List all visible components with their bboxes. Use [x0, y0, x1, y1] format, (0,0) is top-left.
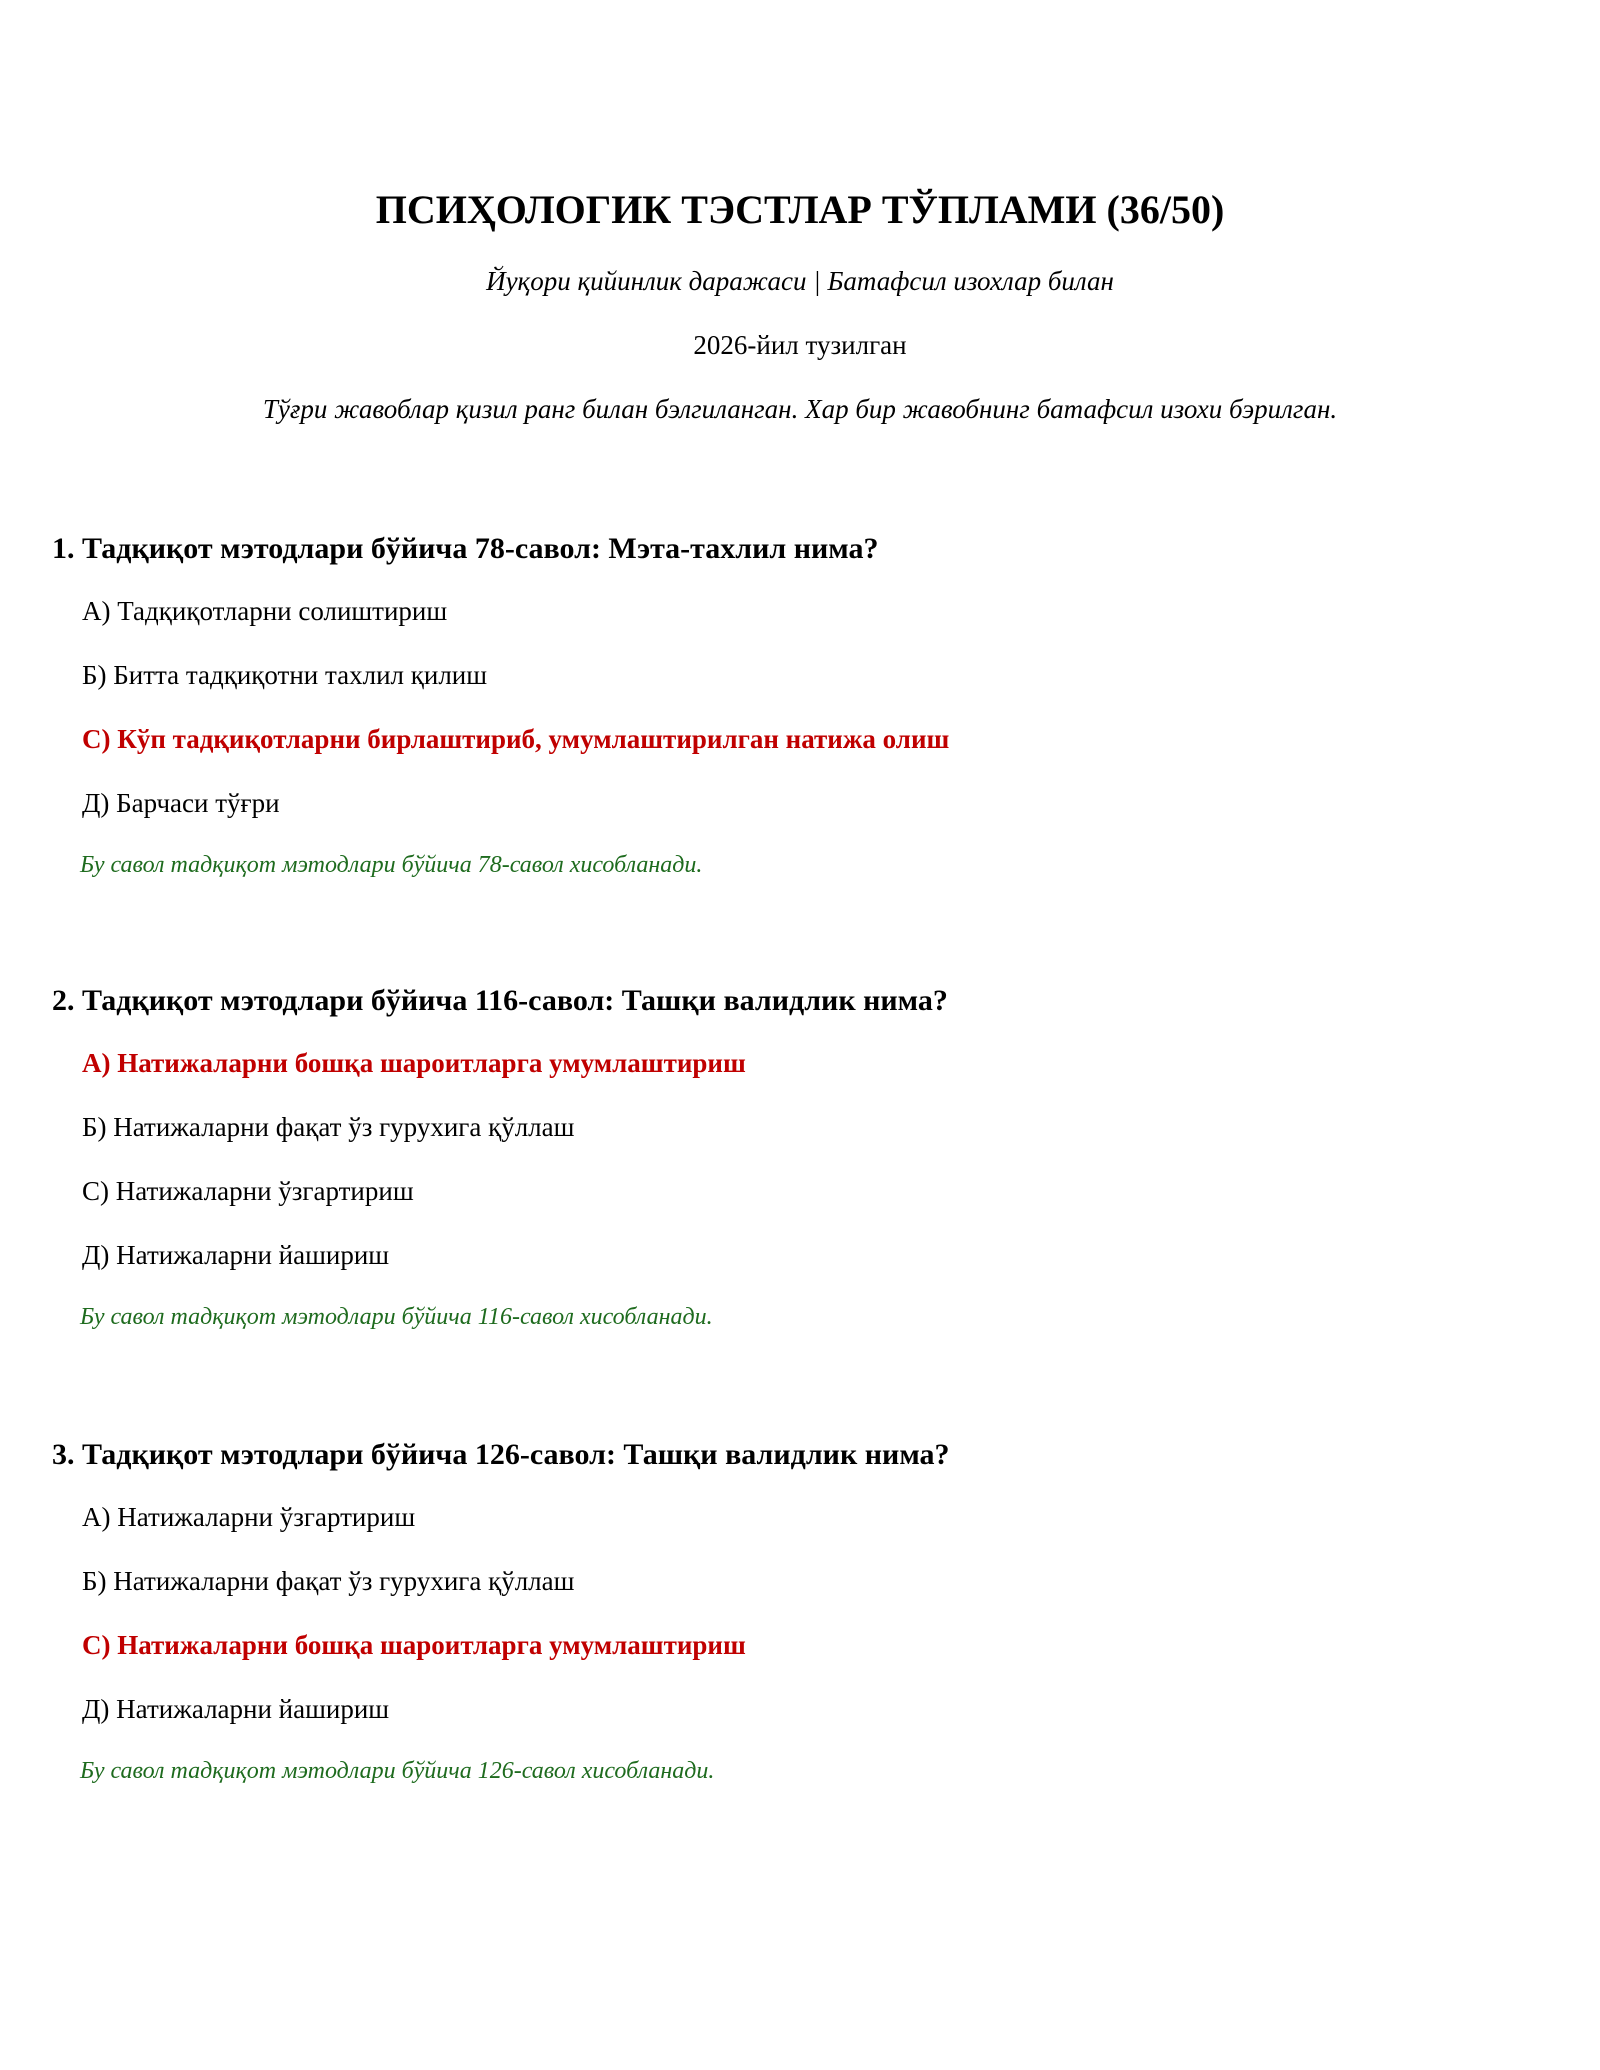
document-title: ПСИҲОЛОГИК ТЭСТЛАР ТЎПЛАМИ (36/50): [375, 187, 1225, 232]
question-text: 3. Тадқиқот мэтодлари бўйича 126-савол: Ташқи валидлик нима?: [52, 1438, 950, 1471]
question-text: 1. Тадқиқот мэтодлари бўйича 78-савол: Мэта-тахлил нима?: [52, 532, 879, 565]
answer-option: А) Тадқиқотларни солиштириш: [82, 596, 448, 626]
answer-option: Д) Натижаларни йашириш: [82, 1694, 390, 1724]
answer-option: А) Натижаларни ўзгартириш: [82, 1502, 416, 1532]
document-subtitle: Йуқори қийинлик даражаси | Батафсил изохлар билан: [486, 266, 1114, 296]
document-date: 2026-йил тузилган: [693, 330, 907, 360]
answer-option: С) Натижаларни ўзгартириш: [82, 1176, 414, 1206]
answer-explanation: Бу савол тадқиқот мэтодлари бўйича 116-савол хисобланади.: [80, 1304, 713, 1330]
document-header: [0, 186, 1600, 426]
answer-option: Д) Барчаси тўғри: [82, 788, 280, 818]
question-text: 2. Тадқиқот мэтодлари бўйича 116-савол: Ташқи валидлик нима?: [52, 984, 948, 1017]
answer-option: Б) Натижаларни фақат ўз гурухига қўллаш: [82, 1566, 575, 1596]
answer-option: Б) Натижаларни фақат ўз гурухига қўллаш: [82, 1112, 575, 1142]
question-2: [52, 982, 1552, 1332]
document-note: Тўғри жавоблар қизил ранг билан бэлгиланган. Хар бир жавобнинг батафсил изохи бэрилган.: [262, 394, 1338, 424]
answer-option: Д) Натижаларни йашириш: [82, 1240, 390, 1270]
answer-explanation: Бу савол тадқиқот мэтодлари бўйича 78-савол хисобланади.: [80, 852, 703, 878]
answer-explanation: Бу савол тадқиқот мэтодлари бўйича 126-савол хисобланади.: [80, 1758, 715, 1784]
question-1: [52, 530, 1552, 880]
correct-answer-option: С) Кўп тадқиқотларни бирлаштириб, умумлаштирилган натижа олиш: [82, 724, 950, 754]
correct-answer-option: С) Натижаларни бошқа шароитларга умумлаштириш: [82, 1630, 746, 1660]
correct-answer-option: А) Натижаларни бошқа шароитларга умумлаштириш: [82, 1048, 746, 1078]
answer-options: [52, 1500, 1552, 1726]
question-3: [52, 1436, 1552, 1786]
answer-options: [52, 1046, 1552, 1272]
answer-options: [52, 594, 1552, 820]
answer-option: Б) Битта тадқиқотни тахлил қилиш: [82, 660, 488, 690]
